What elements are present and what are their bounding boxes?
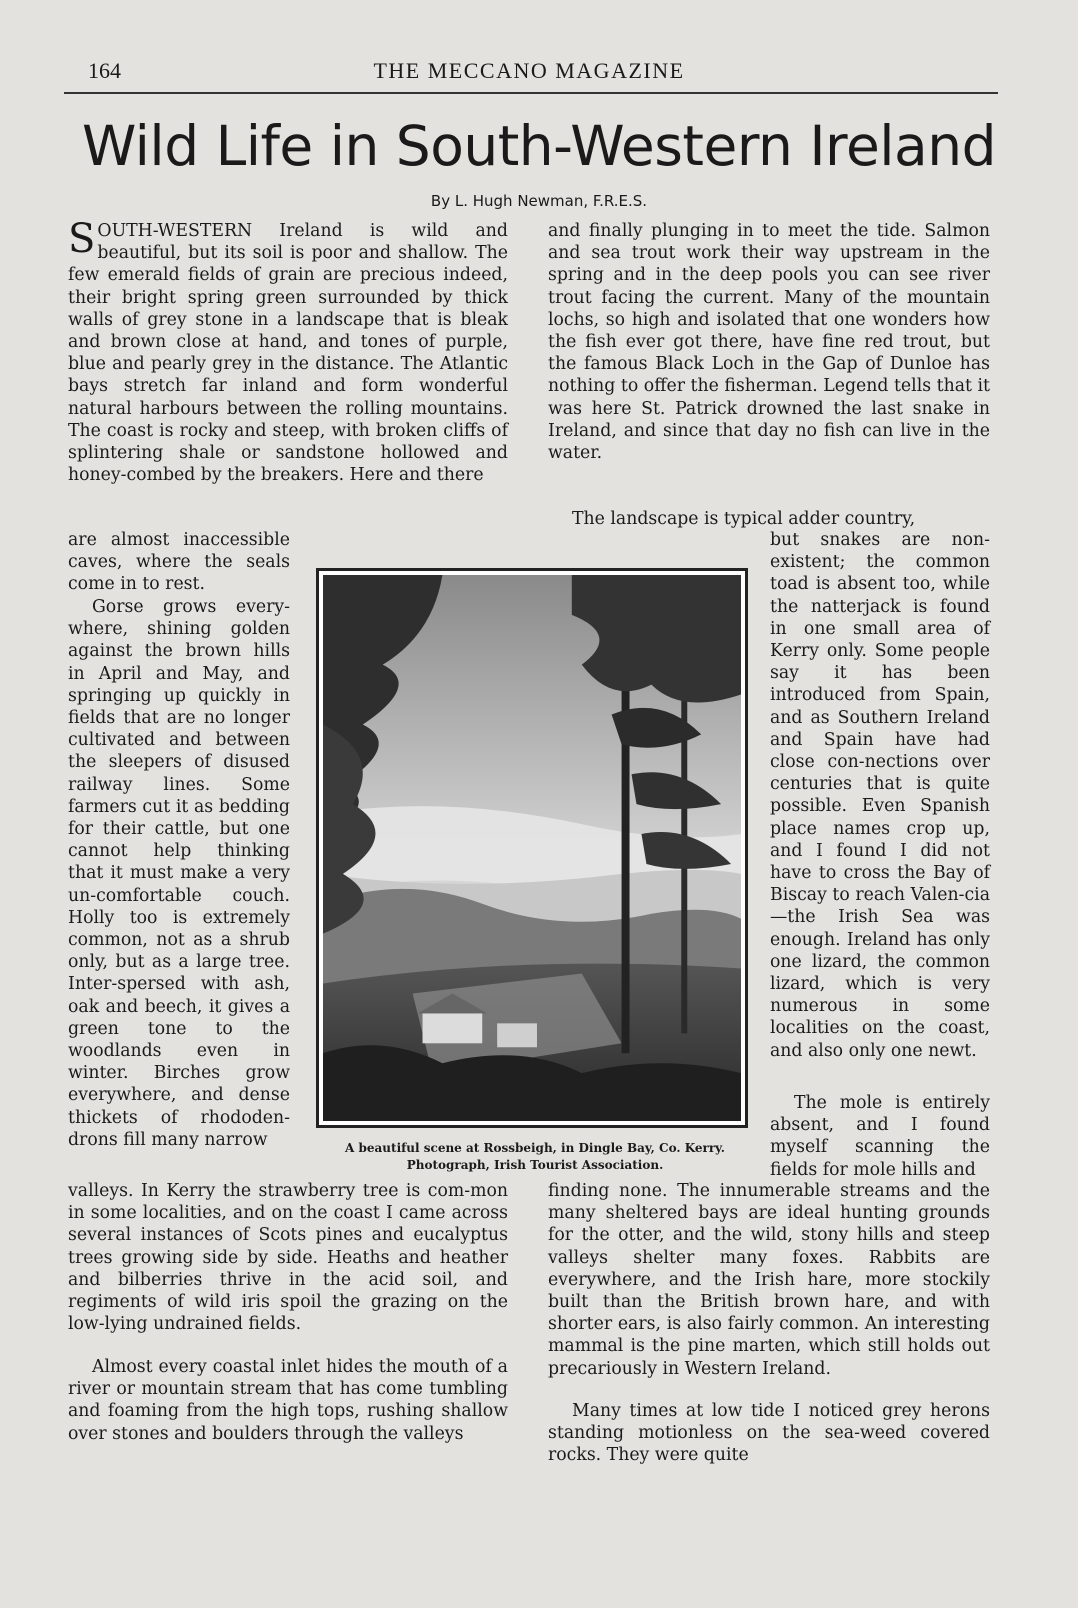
col1-bottom-paragraph-2: Almost every coastal inlet hides the mouth of a river or mountain stream that has come tumbling and foaming from the high tops, rushing shallow over stones and boulders through the valleys <box>68 1357 508 1444</box>
right-narrow-paragraph-1: but snakes are non-existent; the common toad is absent too, while the natterjack is found in one small area of Kerry only. Some people say it has been introduced from Spain, and as Southern Ireland and Spain have had close con-nections over centuries that is quite possible. Even Spanish place names crop up, and I found I did not have to cross the Bay of Biscay to reach Valen-cia—the Irish Sea was enough. Ireland has only one lizard, the common lizard, which is very numerous in some localities on the coast, and also only one newt. <box>770 530 990 1061</box>
article-title: Wild Life in South-Western Ireland <box>81 114 997 178</box>
dropcap-letter: S <box>68 216 96 262</box>
col1-top-paragraph <box>68 216 508 486</box>
photo-frame <box>316 568 748 1128</box>
left-narrow-paragraph-2: Gorse grows every-where, shining golden against the brown hills in April and May, and springing up quickly in fields that are no longer cultivated and between the sleepers of disused railway lines. Some farmers cut it as bedding for their cattle, but one cannot help thinking that it must make a very un-comfortable couch. Holly too is extremely common, not as a shrub only, but as a large tree. Inter-spersed with ash, oak and beech, it gives a green tone to the woodlands even in winter. Birches grow everywhere, and dense thickets of rhododen-drons fill many narrow <box>68 597 290 1150</box>
article-byline: By L. Hugh Newman, F.R.E.S. <box>430 192 648 210</box>
col2-top-paragraph: and finally plunging in to meet the tide. Salmon and sea trout work their way upstream in the spring and in the deep pools you can see river trout facing the current. Many of the mountain lochs, so high and isolated that one wonders how the fish ever got there, have fine red trout, but the famous Black Loch in the Gap of Dunloe has nothing to offer the fisherman. Legend tells that it was here St. Patrick drowned the last snake in Ireland, and since that day no fish can live in the water. <box>548 221 990 464</box>
header-rule <box>64 92 998 94</box>
page-number: 164 <box>88 58 121 83</box>
col2-bottom-paragraph-1: finding none. The innumerable streams and the many sheltered bays are ideal hunting grounds for the otter, and the wild, stony hills and steep valleys shelter many foxes. Rabbits are everywhere, and the Irish hare, more stockily built than the British brown hare, and with shorter ears, is also fairly common. An interesting mammal is the pine marten, which still holds out precariously in Western Ireland. <box>548 1181 990 1379</box>
page-header <box>64 58 994 88</box>
col2-landscape-line: The landscape is typical adder country, <box>572 509 916 529</box>
landscape-photo <box>323 575 741 1121</box>
left-narrow-paragraph-1: are almost inaccessible caves, where the seals come in to rest. <box>68 530 290 595</box>
col1-top-text: OUTH-WESTERN Ireland is wild and beautiful, but its soil is poor and shallow. The few emerald fields of grain are precious indeed, their bright spring green surrounded by thick walls of grey stone in a landscape that is bleak and brown close at hand, and tones of purple, blue and pearly grey in the distance. The Atlantic bays stretch far inland and form wonderful natural harbours between the rolling mountains. The coast is rocky and steep, with broken cliffs of splintering shale or sandstone hollowed and honey-combed by the breakers. Here and there <box>68 221 508 486</box>
col2-bottom-paragraph-2: Many times at low tide I noticed grey herons standing motionless on the sea-weed covered rocks. They were quite <box>548 1401 990 1466</box>
col1-bottom-paragraph-1: valleys. In Kerry the strawberry tree is com-mon in some localities, and on the coast I came across several instances of Scots pines and eucalyptus trees growing side by side. Heaths and heather and bilberries thrive in the acid soil, and regiments of wild iris spoil the grazing on the low-lying undrained fields. <box>68 1181 508 1335</box>
magazine-title: THE MECCANO MAGAZINE <box>373 58 685 83</box>
photo-caption: A beautiful scene at Rossbeigh, in Dingle Bay, Co. Kerry. Photograph, Irish Tourist Association. <box>345 1141 725 1172</box>
right-narrow-paragraph-2: The mole is entirely absent, and I found myself scanning the fields for mole hills and <box>770 1093 990 1180</box>
